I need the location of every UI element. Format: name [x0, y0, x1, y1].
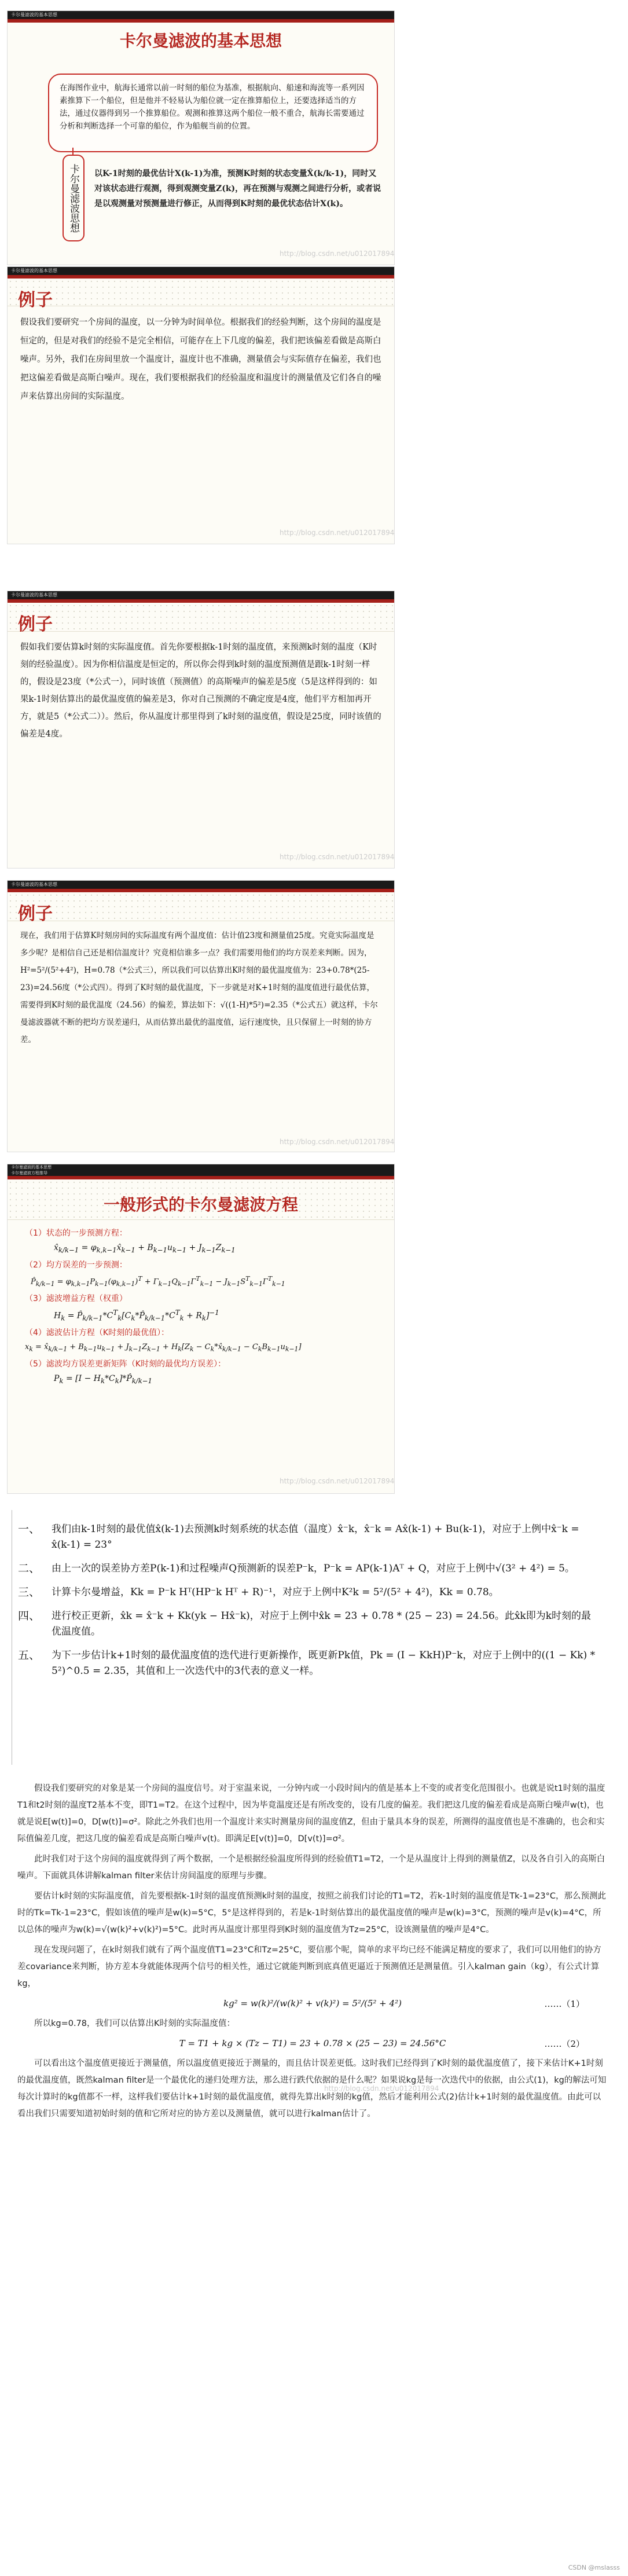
- paragraph: 所以kg=0.78，我们可以估算出K时刻的实际温度值：: [34, 2019, 236, 2028]
- step-number: 五、: [18, 1649, 41, 1662]
- slide-header: 卡尔曼滤波的基本思想: [8, 11, 394, 19]
- watermark: http://blog.csdn.net/u012017894: [280, 853, 395, 861]
- paragraph: 此时我们对于这个房间的温度就得到了两个数据，一个是根据经验温度所得到的经验值T1=T2，一个是从温度计上得到的测量值Z，以及各自引入的高斯白噪声。下面就具体讲解kalman filter来估计房间温度的原理与步骤。: [17, 1855, 605, 1881]
- formula-2: $P̂_{k/k-1} = \varphi_{k,k-1}P_{k-1}(\varphi_{k,k-1})^T + \Gamma_{k-1}Q_{k-1}\Gamma^T_{k-1} - J_{k-1}S^T_{k-1}\Gamma^T_{k-1}$: [31, 1274, 285, 1288]
- watermark: http://blog.csdn.net/u012017894: [280, 250, 395, 258]
- item-mse-prediction: （2）均方误差的一步预测：: [25, 1260, 127, 1270]
- watermark: http://blog.csdn.net/u012017894: [280, 1138, 395, 1146]
- step-number: 三、: [18, 1586, 41, 1599]
- formula-4: $x_k$ = $x̂_{k/k-1} + B_{k-1}u_{k-1} + J_{k-1}Z_{k-1} + H_k[Z_k$ − $C_k*x̂_{k/k-1} - C_kB_{k-1}u_{k-1}$]: [25, 1343, 302, 1353]
- update-steps: [12, 1510, 616, 1765]
- kalman-idea-text: 以K-1时刻的最优估计X(k-1)为准，预测K时刻的状态变量X̂(k/k-1)，同时又对该状态进行观测，得到观测变量Z(k)，再在预测与观测之间进行分析，或者说是以观测量对预测量进行修正，从而得到K时刻的最优状态估计X(k)。: [94, 169, 381, 208]
- equation-2-number: ……（2）: [544, 2038, 585, 2049]
- side-label: 卡尔曼滤波思想: [63, 155, 85, 241]
- navigation-example-box: [48, 74, 378, 152]
- step-1: [18, 1522, 599, 1553]
- slide-basic-idea: [7, 10, 395, 265]
- title-band: [8, 603, 394, 635]
- equation-2-formula: T = T1 + kg × (Tz − T1) = 23 + 0.78 × (25 − 23) = 24.56°C: [179, 2038, 446, 2049]
- step-text: 由上一次的误差协方差P(k-1)和过程噪声Q预测新的误差P⁻k，P⁻k = AP(k-1)Aᵀ + Q，对应于上例中√(3² + 4²) = 5。: [52, 1563, 575, 1574]
- step-text: 为下一步估计k+1时刻的最优温度值的迭代进行更新操作，既更新Pk值，Pk = (I − KkH)P⁻k，对应于上例中的((1 − Kk) * 5²)^0.5 = 2.35，其值和上一次迭代中的3代表的意义一样。: [52, 1650, 596, 1677]
- step-2: [18, 1561, 599, 1577]
- step-number: 一、: [18, 1523, 41, 1536]
- watermark: http://blog.csdn.net/u012017894: [280, 1477, 395, 1485]
- example-text: 假如我们要估算k时刻的实际温度值。首先你要根据k-1时刻的温度值，来预测k时刻的温度（K时刻的经验温度）。因为你相信温度是恒定的，所以你会得到k时刻的温度预测值是跟k-1时刻一样的，假设是23度（*公式一），同时该值（预测值）的高斯噪声的偏差是5度（5是这样得到的：如果k-1时刻估算出的最优温度值的偏差是3，你对自己预测的不确定度是4度，他们平方相加再开方，就是5（*公式二））。然后，你从温度计那里得到了k时刻的温度值，假设是25度，同时该值的偏差是4度。: [20, 643, 381, 739]
- step-number: 四、: [18, 1610, 41, 1622]
- header-divider: [8, 19, 394, 23]
- paragraph: 假设我们要研究的对象是某一个房间的温度信号。对于室温来说，一分钟内或一小段时间内的值是基本上不变的或者变化范围很小。也就是说t1时刻的温度T1和t2时刻的温度T2基本不变，即T1=T2。在这个过程中，因为毕竟温度还是有所改变的，设有几度的偏差。我们把这几度的偏差看成是高斯白噪声w(t)，也就是说E[w(t)]=0，D[w(t)]=σ²。除此之外我们也用一个温度计来实时测量房间的温度值Z，但由于量具本身的误差，所测得的温度值也是不准确的，也会和实际值偏差几度，把这几度的偏差看成是高斯白噪声v(t)。即满足E[v(t)]=0，D[v(t)]=σ²。: [17, 1784, 605, 1844]
- slide-example-3: [7, 880, 395, 1152]
- step-number: 二、: [18, 1562, 41, 1575]
- slide-example-2: [7, 591, 395, 869]
- footer-credit: CSDN @mslasss: [568, 2564, 620, 2571]
- paragraph: 现在发现问题了，在k时刻我们就有了两个温度值T1=23°C和Tz=25°C，要信那个呢，简单的求平均已经不能满足精度的要求了，我们可以用他们的协方差covariance来判断，协方差本身就能体现两个信号的相关性，通过它就能判断到底真值更逼近于预测值还是测量值。引入kalman gain（kg），有公式计算kg，: [17, 1945, 601, 1988]
- example-text: 假设我们要研究一个房间的温度，以一分钟为时间单位。根据我们的经验判断，这个房间的温度是恒定的，但是对我们的经验不是完全相信，可能存在上下几度的偏差，我们把该偏差看做是高斯白噪声。另外，我们在房间里放一个温度计，温度计也不准确，测量值会与实际值存在偏差，我们也把这偏差看做是高斯白噪声。现在，我们要根据我们的经验温度和温度计的测量值及它们各自的噪声来估算出房间的实际温度。: [20, 318, 381, 401]
- formula-1: $x̂_{k/k-1}$ = $\varphi_{k,k-1}x̂_{k-1} + B_{k-1}u_{k-1} + J_{k-1}Z_{k-1}$: [54, 1243, 236, 1254]
- equation-1-number: ……（1）: [544, 1998, 585, 2009]
- paragraph: 要估计k时刻的实际温度值，首先要根据k-1时刻的温度值预测k时刻的温度，按照之前我们讨论的T1=T2，若k-1时刻的温度值是Tk-1=23°C，那么预测此时的Tk=Tk-1=23°C，假如该值的噪声是w(k)=5°C，5°是这样得到的，若是k-1时刻估算出的最优温度值的噪声是w(k)=3°C，预测的噪声是v(k)=4°C，所以总体的噪声为w(k)=√(w(k)²+v(k)²)=5°C。此时再从温度计那里得到K时刻的温度值为Tz=25°C，设该测量值的噪声是4°C。: [17, 1892, 606, 1934]
- title-band: [8, 1179, 394, 1220]
- equation-list: [8, 1220, 394, 1394]
- watermark: http://blog.csdn.net/u012017894: [324, 2084, 439, 2093]
- step-text: 进行校正更新，x̂k = x̂⁻k + Kk(yk − Hx̂⁻k)，对应于上例中x̂k = 23 + 0.78 * (25 − 23) = 24.56。此x̂k即为k时刻的最优温度值。: [52, 1610, 592, 1637]
- title-band: [8, 279, 394, 310]
- slide-title: 卡尔曼滤波的基本思想: [119, 31, 282, 50]
- slide-header: 卡尔曼滤波的基本思想: [8, 591, 394, 599]
- article-body: [17, 1780, 608, 2556]
- watermark: http://blog.csdn.net/u012017894: [280, 529, 395, 537]
- slide-title: 例子: [18, 904, 53, 924]
- slide-header: 卡尔曼滤波的基本思想: [8, 1164, 394, 1170]
- step-4: [18, 1608, 599, 1640]
- slide-title: 例子: [18, 614, 53, 635]
- item-estimate: （4）滤波估计方程（K时刻的最优值）：: [25, 1328, 170, 1338]
- slide-example-1: [7, 266, 395, 544]
- item-mse-update: （5）滤波均方误差更新矩阵（K时刻的最优均方误差）：: [25, 1359, 226, 1369]
- slide-header: 卡尔曼滤波的基本思想: [8, 881, 394, 889]
- connector-line: [72, 148, 74, 156]
- equation-2: [17, 2038, 608, 2049]
- title-band: [8, 892, 394, 924]
- box-text: 在海图作业中，航海长通常以前一时刻的船位为基准，根据航向、船速和海流等一系列因素推算下一个船位，但是他并不轻易认为船位就一定在推算船位上，还要选择适当的方法，通过仪器得到另一个推算船位。观测和推算这两个船位一般不重合，航海长需要通过分析和判断选择一个可靠的船位，作为船舰当前的位置。: [60, 83, 365, 131]
- step-5: [18, 1648, 599, 1679]
- item-state-prediction: （1）状态的一步预测方程：: [25, 1229, 127, 1238]
- equation-1: [17, 1998, 608, 2009]
- slide-subheader: 卡尔曼滤波方程推导: [8, 1170, 394, 1176]
- paragraph: 可以看出这个温度值更接近于测量值，所以温度值更接近于测量的，而且估计误差更低。这时我们已经得到了K时刻的最优温度值了，接下来估计K+1时刻的最优温度值，既然kalman filter是一个最优化的递归处理方法，那么进行跌代依据的是什么呢？如果说kg是每一次迭代中的依据，由公式(1)，kg的解法可知每次计算时的kg值都不一样，这样我们要估计k+1时刻的最优温度值，就得先算出k时刻的kg值，然后才能利用公式(2)估计k+1时刻的最优温度值。由此可以看出我们只需要知道初始时刻的值和它所对应的协方差以及测量值，就可以进行kalman估计了。: [17, 2059, 607, 2119]
- formula-5: $P_k = [I$ − $H_k*C_k]*P̂_{k/k-1}$: [54, 1373, 152, 1385]
- formula-3: $H_k$ = $P̂_{k/k-1}*C^T_k[C_k*P̂_{k/k-1}*C^T_k + R_k]^{-1}$: [54, 1308, 219, 1322]
- item-gain: （3）滤波增益方程（权重）: [25, 1294, 127, 1303]
- slide-kalman-equations: [7, 1164, 395, 1494]
- slide-header: 卡尔曼滤波的基本思想: [8, 267, 394, 275]
- step-text: 我们由k-1时刻的最优值x̂(k-1)去预测k时刻系统的状态值（温度）x̂⁻k，x̂⁻k = Ax̂(k-1) + Bu(k-1)，对应于上例中x̂⁻k = x̂(k-1) = 23°: [52, 1523, 579, 1551]
- step-text: 计算卡尔曼增益，Kk = P⁻k Hᵀ(HP⁻k Hᵀ + R)⁻¹，对应于上例中K²k = 5²/(5² + 4²)，Kk = 0.78。: [52, 1586, 499, 1598]
- example-text: 现在，我们用于估算K时刻房间的实际温度有两个温度值：估计值23度和测量值25度。究竟实际温度是多少呢？是相信自己还是相信温度计？究竟相信谁多一点？我们需要用他们的均方误差来判断。因为，H²=5²/(5²+4²)，H=0.78（*公式三），所以我们可以估算出K时刻的最优温度值为：23+0.78*(25-23)=24.56度（*公式四）。得到了K时刻的最优温度，下一步就是对K+1时刻的温度值进行最优估算，需要得到K时刻的最优温度（24.56）的偏差，算法如下：√((1-H)*5²)=2.35（*公式五）就这样，卡尔曼滤波器就不断的把均方误差递归，从而估算出最优的温度值，运行速度快，且只保留上一时刻的协方差。: [20, 931, 378, 1045]
- slide-title: 例子: [18, 290, 53, 310]
- step-3: [18, 1585, 599, 1600]
- slide-title: 一般形式的卡尔曼滤波方程: [103, 1195, 298, 1214]
- equation-1-formula: kg² = w(k)²/(w(k)² + v(k)²) = 5²/(5² + 4²): [223, 1998, 402, 2009]
